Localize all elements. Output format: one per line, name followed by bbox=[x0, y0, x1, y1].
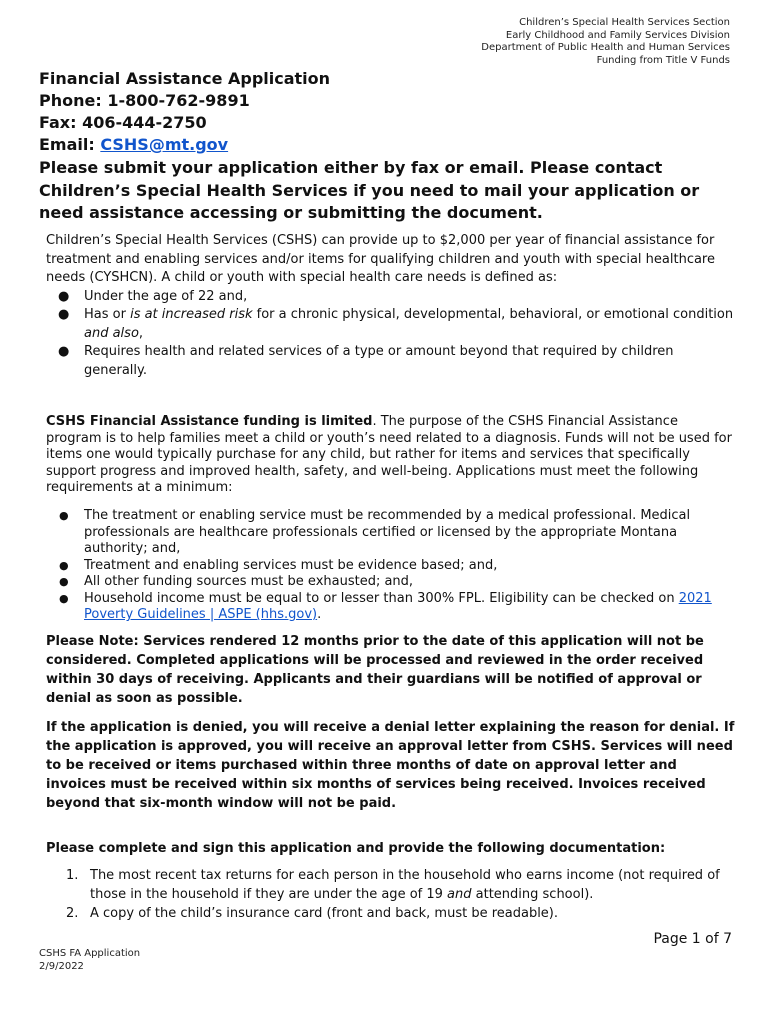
bullet-icon: ● bbox=[58, 288, 70, 304]
list-item-text: , bbox=[138, 325, 144, 341]
document-title: Financial Assistance Application bbox=[39, 69, 331, 88]
bullet-icon: ● bbox=[59, 558, 69, 572]
email-link[interactable]: CSHS@mt.gov bbox=[100, 135, 229, 154]
requirements-list bbox=[46, 508, 736, 624]
funding-paragraph bbox=[46, 414, 736, 497]
bullet-icon: ● bbox=[58, 307, 70, 322]
submission-instructions: Please submit your application either by fax or email. Please contact Children’s Special Health Services if you need to mail your application or need assistance accessing or submitting the document. bbox=[39, 158, 700, 222]
list-item-emphasis: and also bbox=[84, 325, 139, 341]
list-item bbox=[46, 591, 736, 624]
list-item-text: Treatment and enabling services must be evidence based; and, bbox=[84, 557, 498, 573]
email-line bbox=[39, 134, 330, 156]
list-item-text: . bbox=[317, 607, 322, 622]
list-item-text: Under the age of 22 and, bbox=[84, 288, 248, 304]
list-item-text: Requires health and related services of a type or amount beyond that required by children generally. bbox=[84, 344, 674, 378]
page-header bbox=[481, 17, 730, 67]
list-item-text: All other funding sources must be exhausted; and, bbox=[84, 574, 414, 589]
list-item-emphasis: and bbox=[447, 887, 472, 902]
description-text: Children’s Special Health Services (CSHS) can provide up to $2,000 per year of financial assistance for treatment and enabling services and/or items for qualifying children and youth with special healthcare needs (CYSHCN). A child or youth with special health care needs is defined as: bbox=[46, 233, 715, 285]
list-number: 1. bbox=[66, 868, 79, 883]
header-funding: Funding from Title V Funds bbox=[596, 54, 730, 66]
list-item-text: The treatment or enabling service must be recommended by a medical professional. Medical professionals are healthcare professionals certified or licensed by the appropriate Montana authority; and, bbox=[84, 508, 691, 556]
documentation-list bbox=[46, 866, 736, 923]
page-number: Page 1 of 7 bbox=[653, 931, 732, 947]
page-footer bbox=[39, 948, 140, 973]
phone-line: Phone: 1-800-762-9891 bbox=[39, 91, 250, 110]
list-item bbox=[46, 558, 736, 575]
list-item bbox=[46, 343, 736, 380]
bullet-icon: ● bbox=[58, 344, 70, 359]
poverty-guidelines-link[interactable]: 2021 Poverty Guidelines | ASPE (hhs.gov) bbox=[84, 590, 712, 622]
program-description bbox=[46, 232, 736, 380]
header-division: Early Childhood and Family Services Division bbox=[505, 29, 730, 41]
list-item-emphasis: is at increased risk bbox=[130, 307, 253, 322]
list-item bbox=[46, 306, 736, 343]
footer-date: 2/9/2022 bbox=[39, 960, 84, 972]
email-label: Email: bbox=[39, 135, 101, 154]
list-number: 2. bbox=[66, 906, 79, 921]
list-item bbox=[46, 288, 736, 307]
list-item bbox=[46, 904, 736, 923]
list-item-text: for a chronic physical, developmental, behavioral, or emotional condition bbox=[252, 307, 734, 322]
bullet-icon: ● bbox=[59, 575, 69, 588]
list-item bbox=[46, 574, 736, 591]
funding-text bbox=[46, 414, 736, 497]
list-item-text: attending school). bbox=[471, 887, 594, 902]
denial-approval-paragraph: If the application is denied, you will receive a denial letter explaining the reason for denial. If the application is approved, you will receive an approval letter from CSHS. Services will need to be received or items purchased within three months of date on approval letter and invoices must be received within six months of services being received. Invoices received beyond that six-month window will not be paid. bbox=[46, 720, 735, 811]
funding-body: . The purpose of the CSHS Financial Assistance program is to help families meet a child or youth’s need related to a diagnosis. Funds will not be used for items one would typically purchase for any child, but rather for items and services that specifically support progress and improved health, safety, and well-being. Applications must meet the following requirements at a minimum: bbox=[46, 414, 732, 495]
bullet-icon: ● bbox=[59, 591, 69, 605]
list-item bbox=[46, 866, 736, 904]
documentation-heading: Please complete and sign this application and provide the following documentation: bbox=[46, 841, 666, 856]
list-item bbox=[46, 508, 736, 558]
fax-line: Fax: 406-444-2750 bbox=[39, 113, 207, 132]
list-item-text: Has or bbox=[84, 307, 131, 322]
footer-form-name: CSHS FA Application bbox=[39, 948, 141, 959]
please-note-paragraph: Please Note: Services rendered 12 months prior to the date of this application will not be considered. Completed applications will be processed and reviewed in the order received within 30 days of receiving. Applicants and their guardians will be notified of approval or denial as soon as possible. bbox=[46, 634, 704, 706]
list-item-text: A copy of the child’s insurance card (front and back, must be readable). bbox=[90, 906, 559, 921]
contact-block bbox=[39, 68, 330, 156]
list-item-text: The most recent tax returns for each person in the household who earns income (not required of those in the household if they are under the age of 19 bbox=[90, 868, 720, 902]
cyshcn-definition-list bbox=[46, 288, 736, 381]
header-section: Children’s Special Health Services Section bbox=[519, 17, 730, 28]
header-department: Department of Public Health and Human Services bbox=[481, 42, 730, 53]
funding-bold: CSHS Financial Assistance funding is limited bbox=[46, 414, 373, 429]
bullet-icon: ● bbox=[59, 509, 69, 522]
list-item-text: Household income must be equal to or lesser than 300% FPL. Eligibility can be checked on bbox=[84, 590, 679, 606]
